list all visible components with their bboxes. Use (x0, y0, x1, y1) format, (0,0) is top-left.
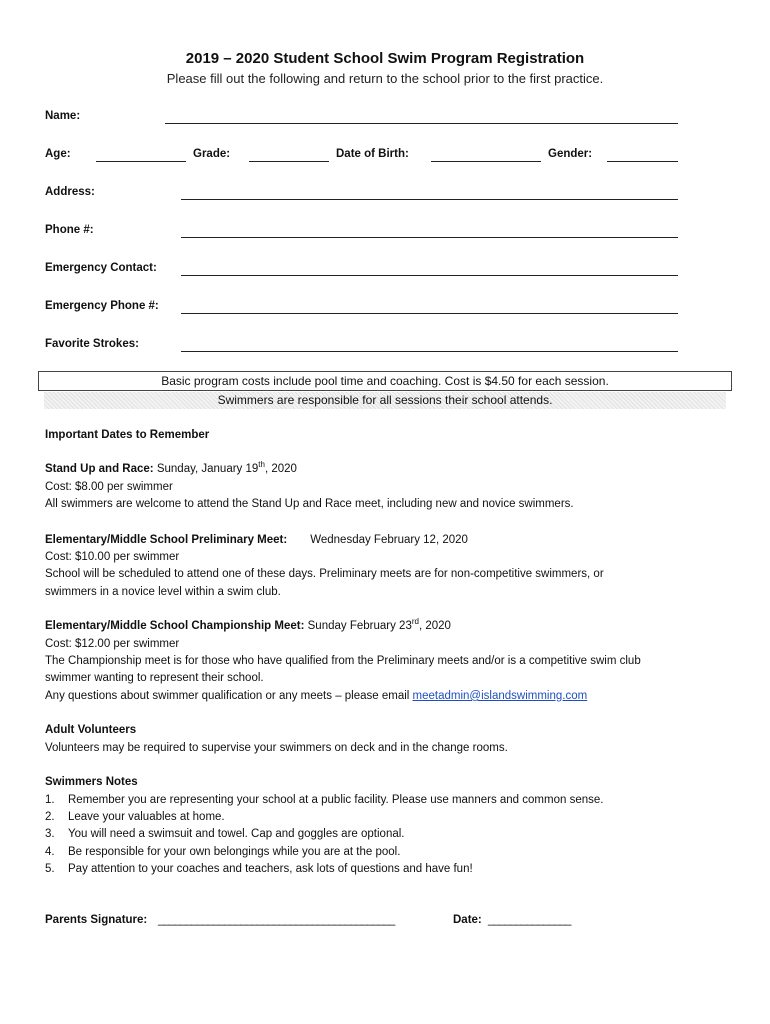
dob-label: Date of Birth: (336, 148, 409, 160)
emergency-phone-field[interactable] (181, 313, 678, 314)
notes-heading: Swimmers Notes (45, 776, 138, 789)
volunteers-text: Volunteers may be required to supervise your swimmers on deck and in the change rooms. (45, 741, 508, 754)
gender-field[interactable] (607, 161, 678, 162)
event3-date-sup: rd (411, 617, 419, 627)
list-item: 5. Pay attention to your coaches and teachers, ask lots of questions and have fun! (45, 863, 473, 876)
event-preliminary-meet (45, 532, 735, 549)
questions-line (45, 688, 735, 705)
event3-desc2: swimmer wanting to represent their school. (45, 672, 264, 685)
page-subtitle: Please fill out the following and return to the school prior to the first practice. (166, 71, 604, 86)
event1-name: Stand Up and Race: (45, 463, 154, 476)
notes-list (45, 792, 735, 879)
list-item: 3. You will need a swimsuit and towel. Cap and goggles are optional. (45, 828, 405, 841)
address-field[interactable] (181, 199, 678, 200)
address-label: Address: (45, 186, 95, 198)
name-field[interactable] (165, 123, 678, 124)
event-stand-up-and-race (45, 461, 735, 478)
emergency-contact-label: Emergency Contact: (45, 262, 157, 274)
dob-field[interactable] (431, 161, 541, 162)
event1-date: Sunday, January 19 (153, 463, 259, 476)
list-item: 1. Remember you are representing your school at a public facility. Please use manners and common sense. (45, 793, 604, 806)
event3-date-year: , 2020 (418, 620, 451, 633)
event1-cost: Cost: $8.00 per swimmer (45, 480, 173, 493)
page-title: 2019 – 2020 Student School Swim Program Registration (185, 50, 585, 67)
event3-name: Elementary/Middle School Championship Meet: (45, 620, 305, 633)
event3-date: Sunday February 23 (304, 620, 412, 633)
event1-desc: All swimmers are welcome to attend the Stand Up and Race meet, including new and novice swimmers. (45, 498, 574, 511)
grade-field[interactable] (249, 161, 329, 162)
event2-desc1: School will be scheduled to attend one of these days. Preliminary meets are for non-competitive swimmers, or (45, 568, 604, 581)
important-dates-section (45, 427, 735, 879)
name-label: Name: (45, 110, 81, 122)
email-link[interactable]: meetadmin@islandswimming.com (412, 689, 588, 702)
emergency-contact-field[interactable] (181, 275, 678, 276)
dates-heading: Important Dates to Remember (45, 429, 210, 441)
phone-field[interactable] (181, 237, 678, 238)
event-championship-meet (45, 618, 735, 635)
signature-date-label: Date: (453, 914, 482, 926)
age-field[interactable] (96, 161, 186, 162)
age-label: Age: (45, 148, 71, 160)
parents-signature-label: Parents Signature: (45, 914, 148, 926)
event1-date-sup: th (258, 460, 265, 470)
favorite-strokes-field[interactable] (181, 351, 678, 352)
volunteers-heading: Adult Volunteers (45, 724, 137, 737)
grade-label: Grade: (193, 148, 231, 160)
parents-signature-field[interactable]: ___________________________________________ (158, 914, 395, 926)
event3-cost: Cost: $12.00 per swimmer (45, 637, 180, 650)
gender-label: Gender: (548, 148, 593, 160)
list-item: 2. Leave your valuables at home. (45, 810, 225, 823)
cost-box: Basic program costs include pool time and coaching. Cost is $4.50 for each session. (38, 371, 732, 391)
event2-cost: Cost: $10.00 per swimmer (45, 551, 180, 564)
favorite-strokes-label: Favorite Strokes: (45, 338, 139, 350)
phone-label: Phone #: (45, 224, 94, 236)
questions-text: Any questions about swimmer qualification or any meets – please email (45, 689, 413, 702)
event3-desc1: The Championship meet is for those who have qualified from the Preliminary meets and/or is a competitive swim club (45, 655, 641, 668)
event1-date-year: , 2020 (264, 463, 297, 476)
emergency-phone-label: Emergency Phone #: (45, 300, 159, 312)
event2-date: Wednesday February 12, 2020 (310, 533, 468, 546)
event2-desc2: swimmers in a novice level within a swim club. (45, 585, 281, 598)
signature-date-field[interactable]: _______________ (488, 914, 571, 926)
event2-name: Elementary/Middle School Preliminary Meet: (45, 533, 288, 546)
cost-note: Swimmers are responsible for all sessions their school attends. (44, 392, 726, 409)
list-item: 4. Be responsible for your own belongings while you are at the pool. (45, 845, 401, 858)
